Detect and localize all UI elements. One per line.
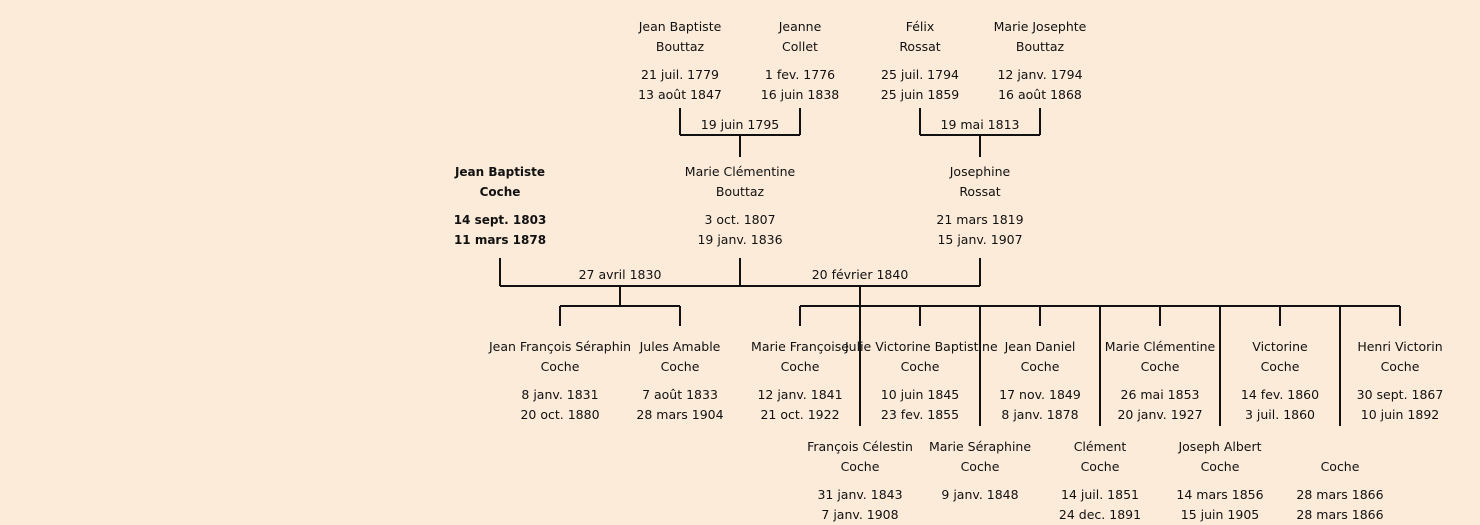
person-first-name: Jean Baptiste xyxy=(638,19,722,34)
person-death-date: 10 juin 1892 xyxy=(1360,407,1440,422)
marriage-date: 19 mai 1813 xyxy=(940,117,1020,132)
marriage-date: 27 avril 1830 xyxy=(578,267,662,282)
person-last-name: Rossat xyxy=(959,184,1001,199)
person-birth-date: 7 août 1833 xyxy=(642,387,718,402)
person-death-date: 3 juil. 1860 xyxy=(1244,407,1316,422)
person-last-name: Coche xyxy=(960,459,1000,474)
person-first-name: Jules Amable xyxy=(639,339,721,354)
person-birth-date: 14 juil. 1851 xyxy=(1061,487,1139,502)
person-first-name: Marie Josephte xyxy=(993,19,1087,34)
person-birth-date: 8 janv. 1831 xyxy=(521,387,599,402)
person-first-name: Marie Clémentine xyxy=(684,164,796,179)
spacer xyxy=(905,202,1055,210)
person-birth-date: 14 mars 1856 xyxy=(1176,487,1264,502)
person-first-name: Josephine xyxy=(949,164,1011,179)
person-birth-date: 12 janv. 1841 xyxy=(757,387,843,402)
person-birth-date: 9 janv. 1848 xyxy=(941,487,1019,502)
person-c13[interactable] xyxy=(1265,437,1415,525)
person-first-name: Henri Victorin xyxy=(1357,339,1443,354)
person-first-name: François Célestin xyxy=(807,439,913,454)
person-last-name: Bouttaz xyxy=(655,39,705,54)
person-first-name: Julie Victorine Baptistine xyxy=(845,339,998,354)
person-death-date: 28 mars 1866 xyxy=(1296,507,1384,522)
marriage-date: 19 juin 1795 xyxy=(700,117,780,132)
person-last-name: Coche xyxy=(900,359,940,374)
person-birth-date: 21 mars 1819 xyxy=(936,212,1024,227)
person-p_josephine[interactable] xyxy=(905,162,1055,250)
person-p_mjosephte[interactable] xyxy=(965,17,1115,105)
person-birth-date: 12 janv. 1794 xyxy=(997,67,1083,82)
person-last-name: Coche xyxy=(840,459,880,474)
person-first-name: Jean Baptiste xyxy=(454,165,546,179)
person-birth-date: 31 janv. 1843 xyxy=(817,487,903,502)
person-c8[interactable] xyxy=(1325,337,1475,425)
person-death-date: 20 oct. 1880 xyxy=(520,407,600,422)
person-first-name: Joseph Albert xyxy=(1178,439,1262,454)
person-first-name: Jean Daniel xyxy=(1004,339,1076,354)
person-death-date: 21 oct. 1922 xyxy=(760,407,840,422)
person-death-date: 15 janv. 1907 xyxy=(937,232,1023,247)
person-last-name: Coche xyxy=(1140,359,1180,374)
person-last-name: Coche xyxy=(780,359,820,374)
person-first-name: Marie Séraphine xyxy=(928,439,1032,454)
person-death-date: 20 janv. 1927 xyxy=(1117,407,1203,422)
person-p_jb_coche[interactable] xyxy=(425,162,575,250)
person-p_mclementine[interactable] xyxy=(665,162,815,250)
person-birth-date: 17 nov. 1849 xyxy=(999,387,1081,402)
person-last-name: Coche xyxy=(1200,459,1240,474)
person-first-name: Clément xyxy=(1073,439,1127,454)
marriage-date: 20 février 1840 xyxy=(811,267,909,282)
person-first-name: Victorine xyxy=(1252,339,1308,354)
person-birth-date: 30 sept. 1867 xyxy=(1356,387,1444,402)
person-last-name: Bouttaz xyxy=(715,184,765,199)
person-first-name: Jeanne xyxy=(778,19,822,34)
person-first-name: Marie Françoise xyxy=(751,339,849,354)
person-birth-date: 25 juil. 1794 xyxy=(881,67,959,82)
person-birth-date: 26 mai 1853 xyxy=(1120,387,1200,402)
person-birth-date: 10 juin 1845 xyxy=(880,387,960,402)
person-last-name: Coche xyxy=(660,359,700,374)
person-death-date: 11 mars 1878 xyxy=(453,233,547,247)
spacer xyxy=(1265,477,1415,485)
person-birth-date: 21 juil. 1779 xyxy=(641,67,719,82)
person-death-date: 25 juin 1859 xyxy=(880,87,960,102)
person-death-date: 7 janv. 1908 xyxy=(821,507,899,522)
person-first-name: Félix xyxy=(905,19,935,34)
person-last-name: Coche xyxy=(1380,359,1420,374)
person-last-name: Collet xyxy=(782,39,818,54)
person-death-date: 8 janv. 1878 xyxy=(1001,407,1079,422)
person-birth-date: 14 fev. 1860 xyxy=(1240,387,1320,402)
person-birth-date: 14 sept. 1803 xyxy=(453,213,547,227)
person-last-name: Coche xyxy=(479,185,521,199)
person-death-date: 28 mars 1904 xyxy=(636,407,724,422)
person-last-name: Coche xyxy=(1320,459,1360,474)
person-last-name: Rossat xyxy=(899,39,941,54)
person-first-name: Marie Clémentine xyxy=(1104,339,1216,354)
person-death-date: 24 dec. 1891 xyxy=(1058,507,1142,522)
person-death-date: 15 juin 1905 xyxy=(1180,507,1260,522)
person-last-name: Coche xyxy=(1080,459,1120,474)
person-last-name: Bouttaz xyxy=(1015,39,1065,54)
person-birth-date: 3 oct. 1807 xyxy=(704,212,776,227)
spacer xyxy=(425,202,575,210)
person-last-name: Coche xyxy=(1020,359,1060,374)
person-first-name xyxy=(1265,437,1415,457)
person-birth-date: 1 fev. 1776 xyxy=(764,67,836,82)
person-first-name: Jean François Séraphin xyxy=(488,339,632,354)
person-birth-date: 28 mars 1866 xyxy=(1296,487,1384,502)
spacer xyxy=(665,202,815,210)
spacer xyxy=(1325,377,1475,385)
person-death-date: 16 août 1868 xyxy=(998,87,1082,102)
person-death-date: 16 juin 1838 xyxy=(760,87,840,102)
person-last-name: Coche xyxy=(540,359,580,374)
person-death-date: 13 août 1847 xyxy=(638,87,722,102)
person-death-date: 23 fev. 1855 xyxy=(880,407,960,422)
person-last-name: Coche xyxy=(1260,359,1300,374)
spacer xyxy=(965,57,1115,65)
person-death-date: 19 janv. 1836 xyxy=(697,232,783,247)
